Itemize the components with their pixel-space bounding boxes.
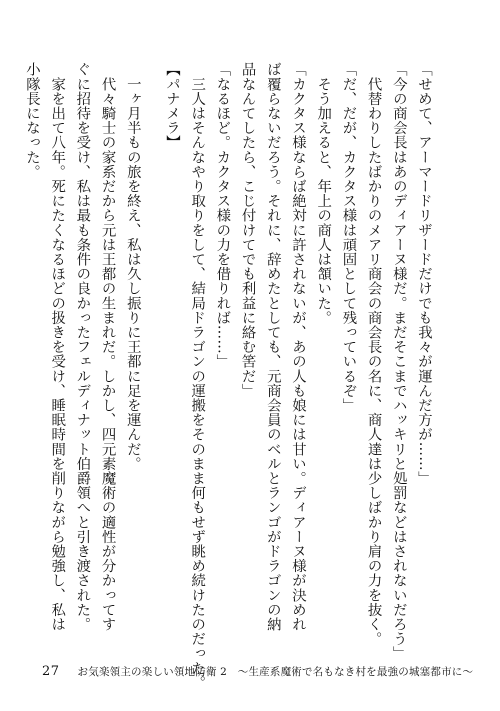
text-line: 代替わりしたばかりのメアリ商会の商会長の名に、商人達は少しばかり肩の力を抜く。 xyxy=(365,62,382,646)
text-line: 「カクタス様ならば絶対に許されないが、あの人も娘には甘い。ディアーヌ様が決めれば覆らないだろう。それに、辞めたとしても、元商会員のベルとランゴがドラゴンの納品なんてしたら、こじ付けてでも利益に絡む筈だ」 xyxy=(239,62,306,632)
text-line: 代々騎士の家系だから元は王都の生まれだ。しかし、四元素魔術の適性が分かってすぐに招待を受け、私は最も条件の良かったフェルディナット伯爵領へと引き渡された。 xyxy=(74,62,116,632)
text-line: 「だ、だが、カクタス様は頑固として残っているぞ」 xyxy=(340,62,357,413)
text-line: そう加えると、年上の商人は頷いた。 xyxy=(315,62,332,325)
page-number: 27 xyxy=(42,664,60,679)
page-footer xyxy=(42,664,473,684)
text-line: 一ヶ月半もの旅を終え、私は久し振りに王都に足を運んだ。 xyxy=(124,62,141,471)
text-line: 家を出て八年。死にたくなるほどの扱きを受け、睡眠時間を削りながら勉強し、私は小隊長になった。 xyxy=(23,62,66,632)
text-line: 「なるほど。カクタス様の力を借りれば……」 xyxy=(214,62,231,369)
text-line: 「今の商会長はあのディアーヌ様だ。まだそこまでハッキリと処罰などはされないだろう」 xyxy=(390,62,407,661)
section-heading: 【パナメラ】 xyxy=(163,62,180,150)
running-title: お気楽領主の楽しい領地防衛 2 ～生産系魔術で名もなき村を最強の城塞都市に～ xyxy=(77,666,474,678)
text-line: 「せめて、アーマードリザードだけでも我々が運んだ方が……」 xyxy=(416,62,432,486)
text-line: 三人はそんなやり取りをして、結局ドラゴンの運搬をそのまま何もせず眺め続けたのだった。 xyxy=(189,62,206,690)
